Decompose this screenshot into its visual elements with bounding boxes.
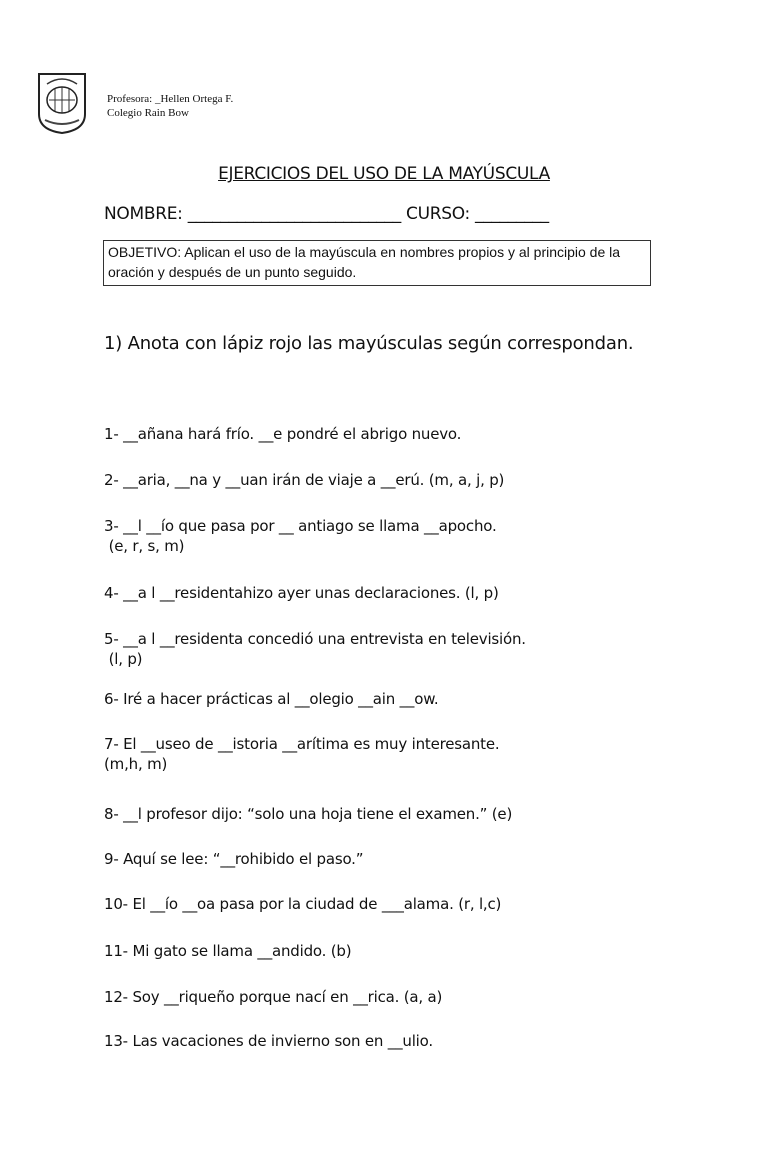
exercise-item: [104, 1031, 433, 1051]
objective-box: OBJETIVO: Aplican el uso de la mayúscula en nombres propios y al principio de la oración y después de un punto seguido.: [103, 240, 651, 286]
exercise-item: [104, 689, 438, 709]
exercise-line: (m,h, m): [104, 755, 168, 773]
exercise-item: [104, 470, 504, 490]
exercise-line: 9- Aquí se lee: “__rohibido el paso.”: [104, 850, 364, 868]
exercise-item: [104, 516, 497, 556]
exercise-line: (e, r, s, m): [104, 537, 185, 555]
exercise-line: 5- __a l __residenta concedió una entrevista en televisión.: [104, 630, 526, 648]
page-title: EJERCICIOS DEL USO DE LA MAYÚSCULA: [218, 164, 550, 184]
exercise-line: 7- El __useo de __istoria __arítima es muy interesante.: [104, 735, 500, 753]
exercise-item: [104, 941, 351, 961]
name-course-line: NOMBRE: __________________________ CURSO: _________: [104, 204, 549, 224]
exercise-line: 3- __l __ío que pasa por __ antiago se llama __apocho.: [104, 517, 497, 535]
question-heading: 1) Anota con lápiz rojo las mayúsculas según correspondan.: [104, 333, 634, 354]
exercise-line: 13- Las vacaciones de invierno son en __ulio.: [104, 1032, 433, 1050]
exercise-line: (l, p): [104, 650, 143, 668]
exercise-line: 10- El __ío __oa pasa por la ciudad de ___alama. (r, l,c): [104, 895, 502, 913]
exercise-item: [104, 734, 499, 774]
teacher-name: Profesora: _Hellen Ortega F.: [107, 93, 234, 105]
exercise-line: 12- Soy __riqueño porque nací en __rica. (a, a): [104, 988, 443, 1006]
school-name: Colegio Rain Bow: [107, 107, 189, 119]
exercise-item: [104, 849, 363, 869]
exercise-item: [104, 804, 512, 824]
exercise-line: 8- __l profesor dijo: “solo una hoja tiene el examen.” (e): [104, 805, 513, 823]
exercise-line: 4- __a l __residentahizo ayer unas declaraciones. (l, p): [104, 584, 499, 602]
exercise-item: [104, 629, 526, 669]
exercise-line: 6- Iré a hacer prácticas al __olegio __ain __ow.: [104, 690, 439, 708]
exercise-item: [104, 424, 461, 444]
exercise-line: 1- __añana hará frío. __e pondré el abrigo nuevo.: [104, 425, 462, 443]
school-crest-logo: [37, 72, 87, 135]
exercise-line: 2- __aria, __na y __uan irán de viaje a __erú. (m, a, j, p): [104, 471, 505, 489]
exercise-item: [104, 987, 442, 1007]
exercise-item: [104, 583, 499, 603]
exercise-item: [104, 894, 501, 914]
exercise-line: 11- Mi gato se llama __andido. (b): [104, 942, 352, 960]
header-info: [107, 92, 233, 120]
